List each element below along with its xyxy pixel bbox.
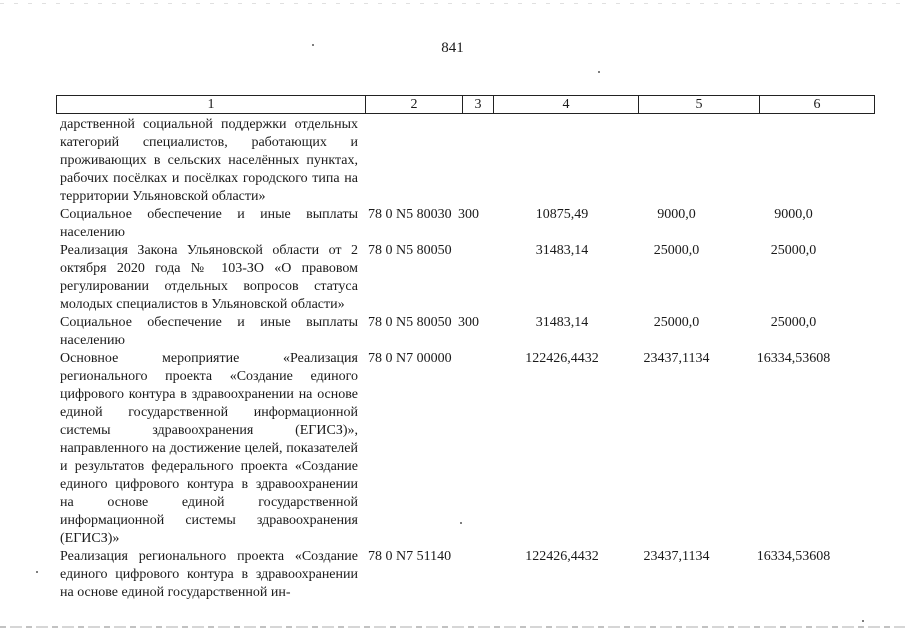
table-row (60, 314, 860, 350)
row-description: Реализация Закона Ульяновской области от 2 октября 2020 года № 103-ЗО «О правовом регулировании отдельных вопросов статуса молодых специалистов в Ульяновской области» (60, 243, 358, 312)
row-amount-col4: 10875,49 (535, 207, 589, 222)
row-amount-col5: 25000,0 (653, 315, 700, 330)
row-amount-col6: 25000,0 (770, 243, 817, 258)
row-target-code: 78 0 N5 80050 (368, 243, 452, 258)
row-description: Социальное обеспечение и иные выплаты населению (60, 207, 358, 240)
column-header-1: 1 (57, 96, 366, 114)
row-target-code (360, 116, 450, 206)
table-row (60, 350, 860, 548)
row-expense-type: 300 (458, 207, 479, 222)
row-amount-col6 (733, 116, 846, 206)
column-header-6: 6 (760, 96, 875, 114)
column-header-5: 5 (639, 96, 760, 114)
row-description: Социальное обеспечение и иные выплаты населению (60, 315, 358, 348)
table-row (60, 116, 860, 206)
scan-edge-top (0, 3, 905, 4)
row-amount-col5: 23437,1134 (643, 549, 710, 564)
row-target-code: 78 0 N5 80050 (368, 315, 452, 330)
column-header-row (57, 96, 875, 114)
row-amount-col6: 16334,53608 (756, 549, 831, 564)
page-number: 841 (441, 40, 464, 56)
row-amount-col5: 25000,0 (653, 243, 700, 258)
column-header-4: 4 (494, 96, 639, 114)
row-amount-col5: 9000,0 (657, 207, 696, 222)
scan-speck (460, 522, 462, 524)
row-amount-col6: 25000,0 (770, 315, 817, 330)
row-amount-col5: 23437,1134 (643, 351, 710, 366)
budget-rows (60, 116, 860, 602)
row-amount-col4: 31483,14 (535, 315, 589, 330)
row-target-code: 78 0 N7 51140 (368, 549, 452, 564)
column-header-table (56, 95, 875, 114)
row-description: Основное мероприятие «Реализация регионального проекта «Создание единого цифрового контура в здравоохранении на основе единой государственной информационной системы здравоохранения (ЕГИСЗ)», направленного на достижение целей, показателей и результатов федерального проекта «Создание единого цифрового контура в здравоохранении на основе единой государственной информационной системы здравоохранения (ЕГИСЗ)» (60, 351, 358, 546)
column-header-3: 3 (463, 96, 494, 114)
scan-speck (312, 44, 314, 46)
row-target-code: 78 0 N7 00000 (368, 351, 452, 366)
row-target-code: 78 0 N5 80030 (368, 207, 452, 222)
row-expense-type (450, 116, 490, 206)
scan-edge-bottom (0, 626, 905, 628)
scan-speck (36, 571, 38, 573)
row-expense-type (450, 350, 490, 548)
row-description: дарственной социальной поддержки отдельных категорий специалистов, работающих и проживающих в сельских населённых пунктах, рабочих посёлках и посёлках городского типа на территории Ульяновской области» (60, 117, 358, 204)
row-expense-type (450, 548, 490, 602)
row-amount-col6: 9000,0 (774, 207, 813, 222)
table-row (60, 206, 860, 242)
scan-speck (862, 620, 864, 622)
row-amount-col6: 16334,53608 (756, 351, 831, 366)
row-amount-col5 (620, 116, 733, 206)
table-row (60, 242, 860, 314)
row-amount-col4 (490, 116, 620, 206)
row-amount-col4: 122426,4432 (525, 549, 599, 564)
scan-speck (598, 71, 600, 73)
row-amount-col4: 122426,4432 (525, 351, 599, 366)
table-row (60, 548, 860, 602)
row-expense-type (450, 242, 490, 314)
row-description: Реализация регионального проекта «Создание единого цифрового контура в здравоохранении на основе единой государственной ин- (60, 549, 358, 600)
column-header-2: 2 (366, 96, 463, 114)
row-expense-type: 300 (458, 315, 479, 330)
row-amount-col4: 31483,14 (535, 243, 589, 258)
